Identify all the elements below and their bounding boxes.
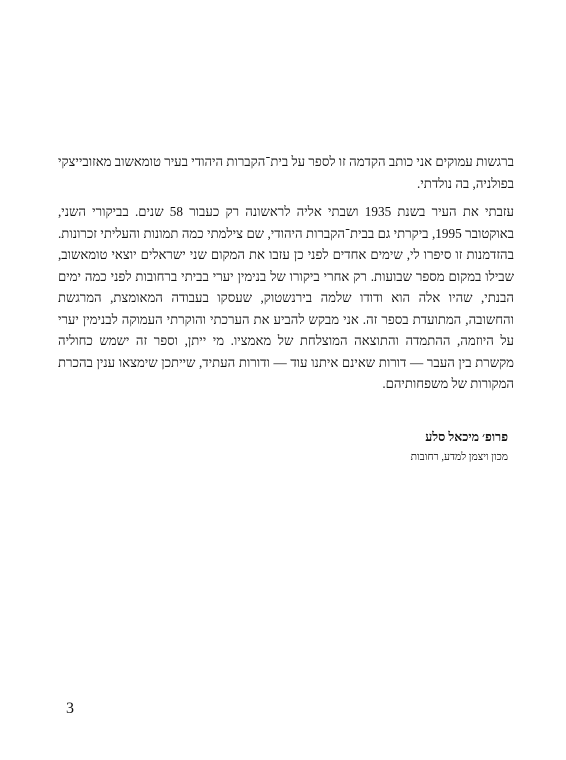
page-number: 3 bbox=[66, 700, 74, 717]
author-affiliation: מכון ויצמן למדע, רחובות bbox=[410, 452, 508, 463]
main-paragraph: עזבתי את העיר בשנת 1935 ושבתי אליה לראשונה רק כעבור 58 שנים. בביקורי השני, באוקטובר 1995, ביקרתי גם בבית־הקברות היהודי, שם צילמתי כמה תמונות והעליתי זכרונות. בהזדמנות זו סיפרו לי, שימים אחדים לפני כן עזבו את המקום שני ישראלים יוצאי טומאשוב, שבילו במקום מספר שבועות. רק אחרי ביקורו של בנימין יערי בביתי ברחובות לפני כמה ימים הבנתי, שהיו אלה הוא ודודו שלמה בירנשטוק, שעסקו בעבודה המאומצת, המרגשת והחשובה, המתועדת בספר זה. אני מבקש להביע את הערכתי והוקרתי העמוקה לבנימין יערי על היוזמה, ההתמדה והתוצאה המוצלחת של מאמציו. מי ייתן, וספר זה ישמש כחוליה מקשרת בין העבר — דורות שאינם איתנו עוד — ודורות העתיד, שייתכן שימצאו ענין בהכרת המקורות של משפחותיהם. bbox=[58, 204, 515, 392]
intro-paragraph: ברגשות עמוקים אני כותב הקדמה זו לספר על בית־הקברות היהודי בעיר טומאשוב מאזובייצקי בפולניה, בה נולדתי. bbox=[58, 154, 514, 191]
signature-block bbox=[411, 428, 508, 466]
author-name: פרופ׳ מיכאל סלע bbox=[425, 430, 508, 444]
